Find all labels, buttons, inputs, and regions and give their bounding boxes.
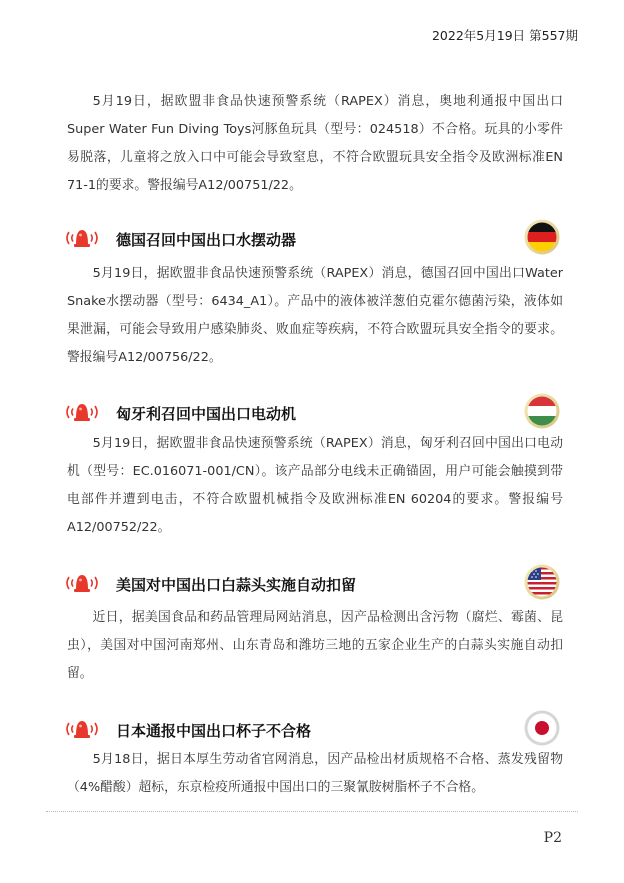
page-number: P2 <box>543 830 562 846</box>
section-body: 5月19日，据欧盟非食品快速预警系统（RAPEX）消息，德国召回中国出口Water Snake水摆动器（型号：6434_A1）。产品中的液体被洋葱伯克霍尔德菌污染，液体如果泄漏，可能会导致用户感染肺炎、败血症等疾病，不符合欧盟玩具安全指令的要求。警报编号A12/00756/22。 <box>67 266 563 365</box>
issue-date: 2022年5月19日 第557期 <box>431 28 578 43</box>
section-header-usa <box>64 564 564 604</box>
section-title: 日本通报中国出口杯子不合格 <box>116 722 312 740</box>
section-body: 近日，据美国食品和药品管理局网站消息，因产品检测出含污物（腐烂、霉菌、昆虫），美国对中国河南郑州、山东青岛和潍坊三地的五家企业生产的白蒜头实施自动扣留。 <box>67 610 563 681</box>
section-header-germany <box>64 219 564 259</box>
intro-paragraph: 5月19日，据欧盟非食品快速预警系统（RAPEX）消息，奥地利通报中国出口Super Water Fun Diving Toys河豚鱼玩具（型号：024518）不合格。玩具的小零件易脱落，儿童将之放入口中可能会导致窒息，不符合欧盟玩具安全指令及欧洲标准EN 71-1的要求。警报编号A12/00751/22。 <box>67 94 563 193</box>
alarm-icon <box>64 572 100 594</box>
section-header-hungary <box>64 393 564 433</box>
section-body: 5月18日，据日本厚生劳动省官网消息，因产品检出材质规格不合格、蒸发残留物（4%醋酸）超标，东京检疫所通报中国出口的三聚氰胺树脂杯子不合格。 <box>67 752 563 795</box>
japan-flag-icon <box>524 710 560 746</box>
alarm-icon <box>64 718 100 740</box>
germany-flag-icon <box>524 219 560 255</box>
alarm-icon <box>64 401 100 423</box>
alarm-icon <box>64 227 100 249</box>
section-header-japan <box>64 710 564 750</box>
section-title: 匈牙利召回中国出口电动机 <box>116 405 297 423</box>
footer-divider <box>46 811 578 812</box>
hungary-flag-icon <box>524 393 560 429</box>
section-title: 美国对中国出口白蒜头实施自动扣留 <box>116 576 357 594</box>
section-title: 德国召回中国出口水摆动器 <box>116 231 297 249</box>
usa-flag-icon <box>524 564 560 600</box>
section-body: 5月19日，据欧盟非食品快速预警系统（RAPEX）消息，匈牙利召回中国出口电动机（型号：EC.016071-001/CN）。该产品部分电线未正确锚固，用户可能会触摸到带电部件并遭到电击，不符合欧盟机械指令及欧洲标准EN 60204的要求。警报编号A12/00752/22。 <box>67 436 563 535</box>
